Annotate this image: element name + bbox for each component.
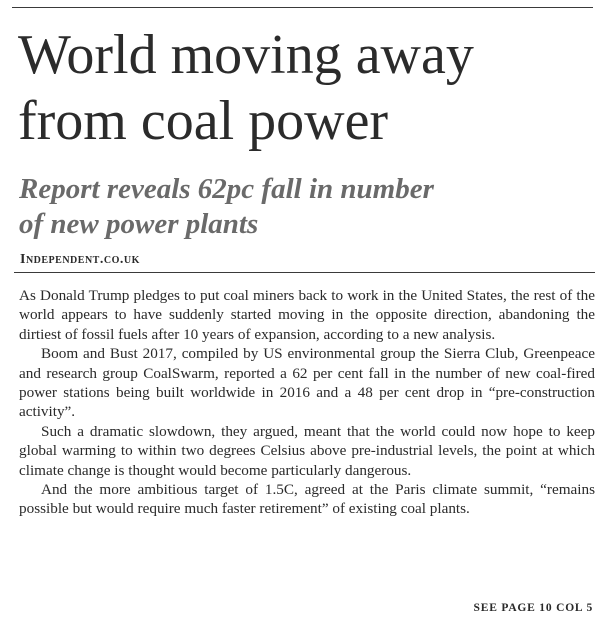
paragraph-2: Boom and Bust 2017, compiled by US environmental group the Sierra Club, Greenpeace and research group CoalSwarm, reported a 62 per cent fall in the number of new coal-fired power stations being built worldwide in 2016 and a 48 per cent drop in “pre-construction activity”. (19, 345, 595, 421)
paragraph-3: Such a dramatic slowdown, they argued, meant that the world could now hope to keep global warming to within two degrees Celsius above pre-industrial levels, the point at which climate change is thought would become particularly dangerous. (19, 422, 595, 479)
divider-rule (14, 272, 595, 273)
headline-line-2: from coal power (18, 90, 389, 152)
subheadline-line-1: Report reveals 62pc fall in number (19, 173, 434, 205)
headline (18, 22, 596, 154)
continuation-reference: SEE PAGE 10 COL 5 (473, 602, 593, 614)
headline-line-1: World moving away (18, 24, 474, 86)
article-body (19, 286, 595, 519)
top-rule (12, 7, 593, 8)
source-credit: Independent.co.uk (20, 252, 140, 267)
subheadline (19, 172, 597, 242)
subheadline-line-2: of new power plants (19, 208, 259, 240)
paragraph-4: And the more ambitious target of 1.5C, agreed at the Paris climate summit, “remains possible but would require much faster retirement” of existing coal plants. (19, 481, 595, 518)
paragraph-1: As Donald Trump pledges to put coal miners back to work in the United States, the rest of the world appears to have suddenly started moving in the opposite direction, abandoning the dirtiest of fossil fuels after 10 years of expansion, according to a new analysis. (19, 287, 595, 343)
